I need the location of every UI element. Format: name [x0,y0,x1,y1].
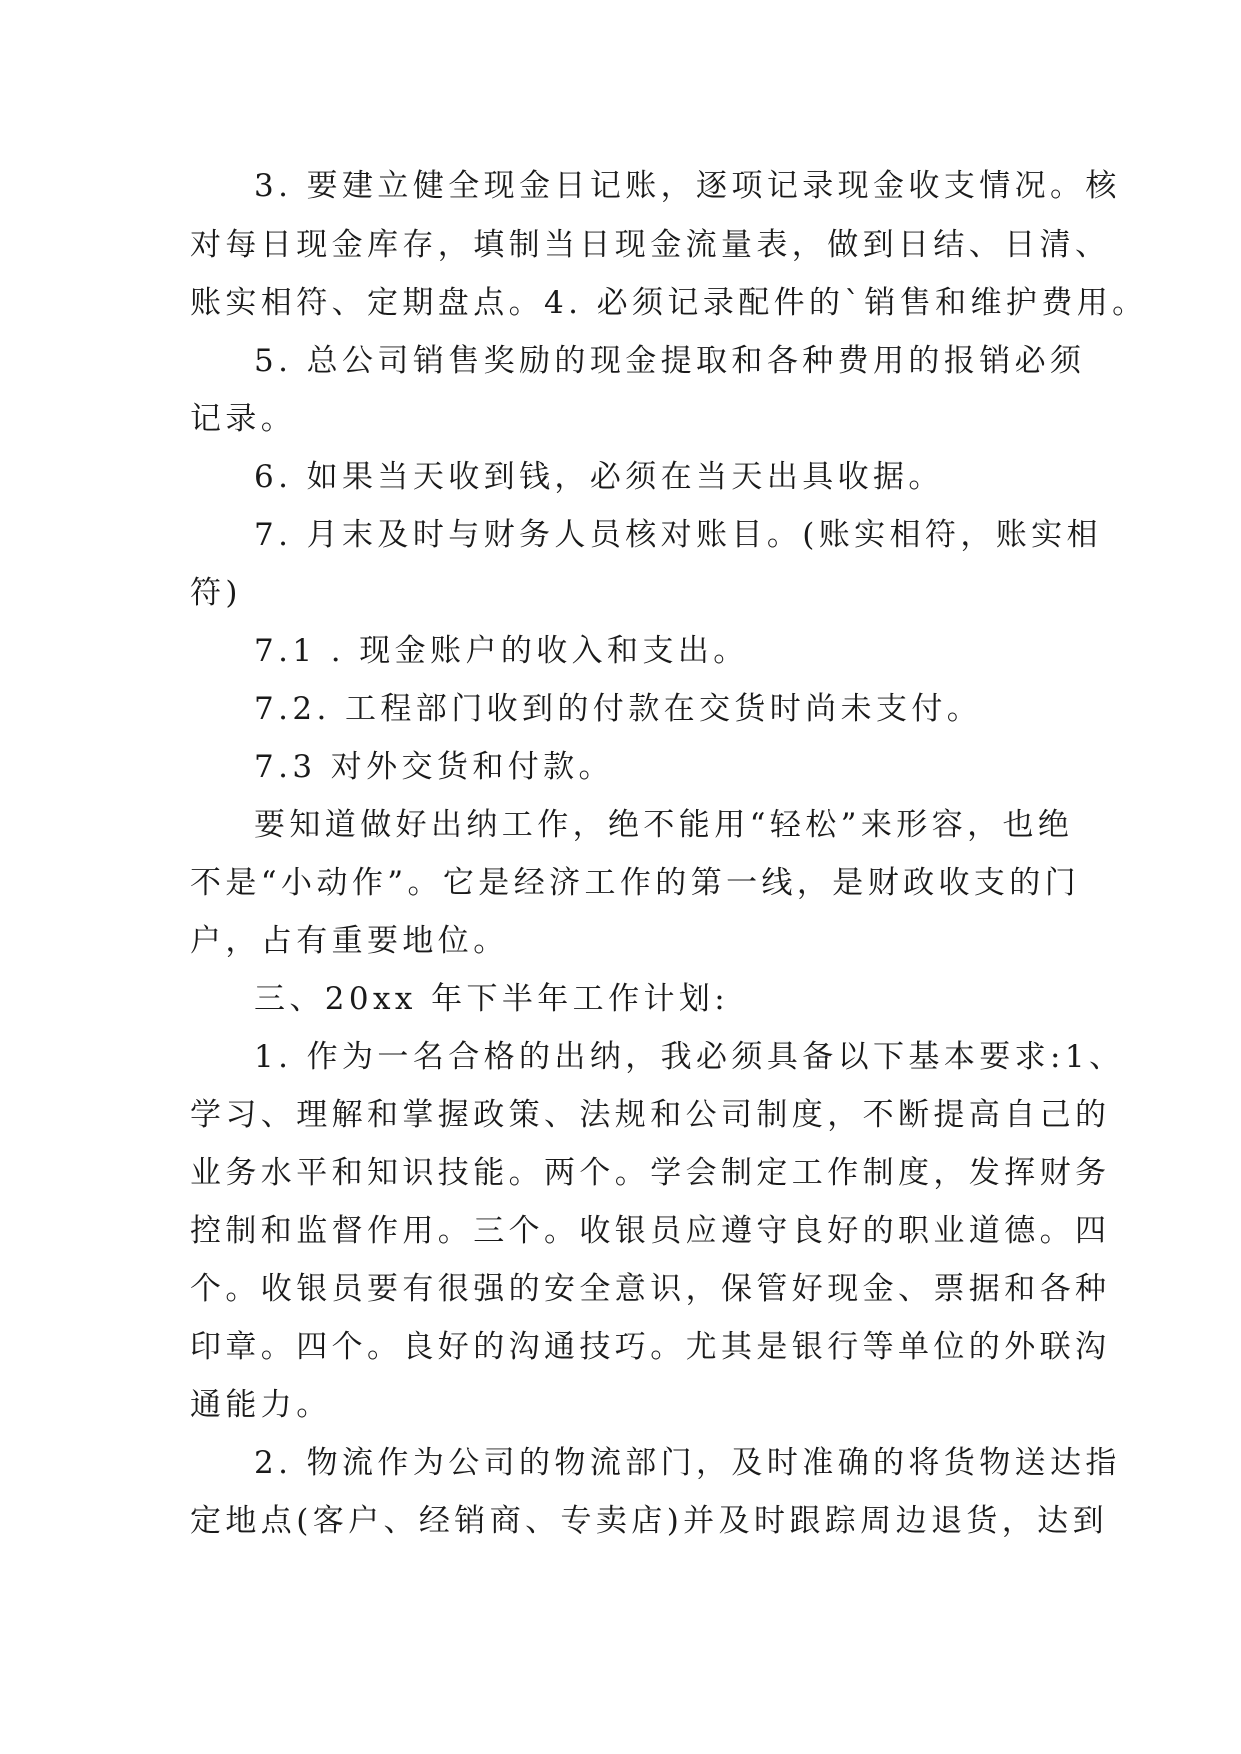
text-line: 7.2. 工程部门收到的付款在交货时尚未支付。 [254,691,983,727]
text-line: 定地点(客户、经销商、专卖店)并及时跟踪周边退货，达到 [190,1503,1108,1539]
text-line: 3. 要建立健全现金日记账，逐项记录现金收支情况。核 [254,168,1121,204]
text-line: 6. 如果当天收到钱，必须在当天出具收据。 [254,459,944,495]
text-line: 要知道做好出纳工作，绝不能用“轻松”来形容，也绝 [254,807,1074,843]
text-line: 符) [190,575,242,611]
text-line: 三、20xx 年下半年工作计划: [254,981,730,1017]
text-line: 账实相符、定期盘点。4. 必须记录配件的`销售和维护费用。 [190,285,1148,321]
text-line: 对每日现金库存，填制当日现金流量表，做到日结、日清、 [190,227,1111,263]
text-line: 7. 月末及时与财务人员核对账目。(账实相符，账实相 [254,517,1102,553]
text-line: 不是“小动作”。它是经济工作的第一线，是财政收支的门 [190,865,1081,901]
text-line: 户，占有重要地位。 [190,923,509,959]
text-line: 记录。 [190,401,297,437]
text-line: 印章。四个。良好的沟通技巧。尤其是银行等单位的外联沟 [190,1329,1111,1365]
text-line: 学习、理解和掌握政策、法规和公司制度，不断提高自己的 [190,1097,1111,1133]
text-line: 通能力。 [190,1387,332,1423]
text-line: 7.3 对外交货和付款。 [254,749,614,785]
text-line: 业务水平和知识技能。两个。学会制定工作制度，发挥财务 [190,1155,1111,1191]
text-line: 个。收银员要有很强的安全意识，保管好现金、票据和各种 [190,1271,1111,1307]
text-line: 1. 作为一名合格的出纳，我必须具备以下基本要求:1、 [254,1039,1125,1075]
text-line: 5. 总公司销售奖励的现金提取和各种费用的报销必须 [254,343,1086,379]
text-line: 2. 物流作为公司的物流部门，及时准确的将货物送达指 [254,1445,1121,1481]
text-line: 7.1 . 现金账户的收入和支出。 [254,633,749,669]
text-line: 控制和监督作用。三个。收银员应遵守良好的职业道德。四 [190,1213,1111,1249]
